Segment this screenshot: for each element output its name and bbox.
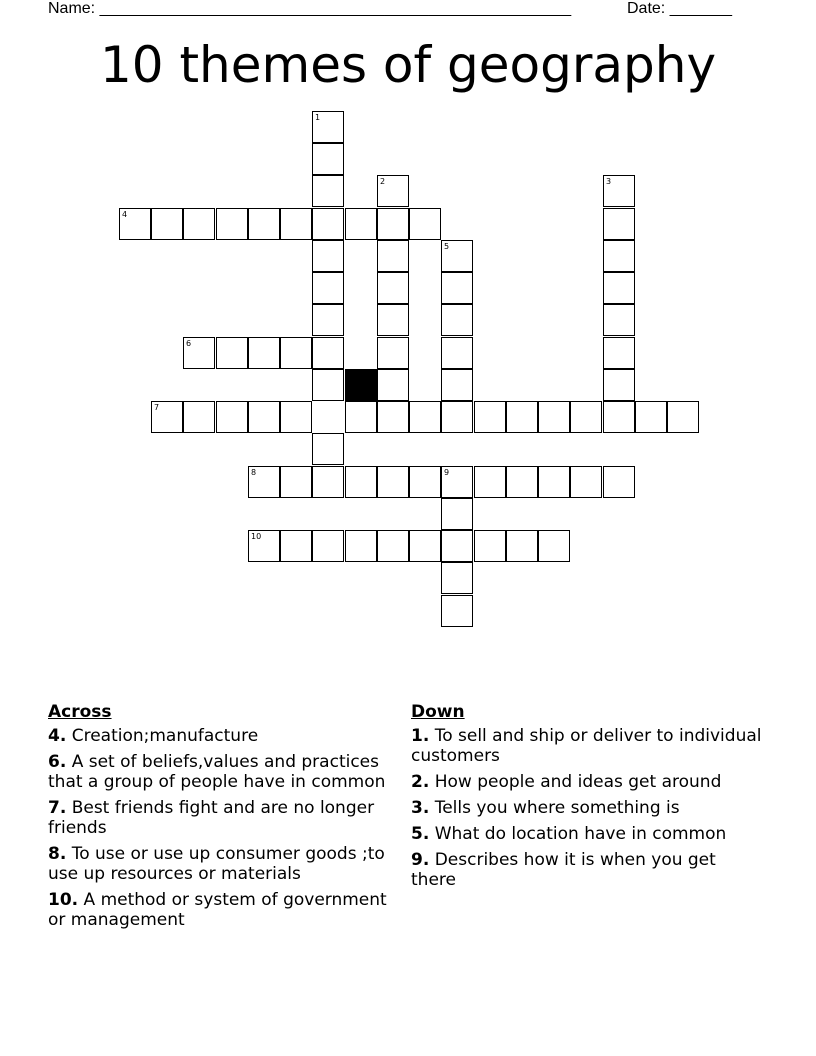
clue-text: How people and ideas get around [434,772,722,792]
crossword-cell[interactable] [409,466,441,498]
clue-number: 4. [48,726,67,746]
crossword-cell[interactable] [441,272,473,304]
clue-text: Describes how it is when you get there [411,850,716,890]
crossword-cell[interactable] [312,143,344,175]
clue-number-label: 5 [444,242,450,251]
crossword-cell[interactable] [409,530,441,562]
crossword-cell[interactable] [603,466,635,498]
crossword-cell[interactable] [280,401,312,433]
crossword-cell[interactable] [312,530,344,562]
clue-item [411,772,763,792]
clue-number-label: 1 [315,113,321,122]
clue-text: Creation;manufacture [71,726,259,746]
clue-text: A set of beliefs,values and practices that a group of people have in common [48,752,386,792]
crossword-cell[interactable] [119,208,151,240]
crossword-cell[interactable] [409,208,441,240]
crossword-cell[interactable] [280,337,312,369]
crossword-cell[interactable] [312,433,344,465]
clue-text: Best friends fight and are no longer friends [48,798,375,838]
clue-item [48,844,400,884]
crossword-cell[interactable] [312,208,344,240]
crossword-cell[interactable] [409,401,441,433]
crossword-cell[interactable] [377,466,409,498]
crossword-cell[interactable] [248,401,280,433]
crossword-cell[interactable] [377,240,409,272]
crossword-cell[interactable] [538,466,570,498]
clue-number: 10. [48,890,79,910]
crossword-cell[interactable] [603,304,635,336]
crossword-cell[interactable] [667,401,699,433]
crossword-cell[interactable] [377,208,409,240]
crossword-cell[interactable] [280,530,312,562]
clue-number: 2. [411,772,430,792]
clue-number-label: 9 [444,468,450,477]
crossword-cell[interactable] [312,240,344,272]
crossword-cell[interactable] [345,466,377,498]
crossword-cell[interactable] [603,369,635,401]
crossword-cell[interactable] [570,401,602,433]
across-heading: Across [48,702,112,722]
clue-number: 9. [411,850,430,870]
crossword-cell[interactable] [635,401,667,433]
crossword-cell[interactable] [474,530,506,562]
crossword-cell[interactable] [151,401,183,433]
crossword-cell[interactable] [441,369,473,401]
crossword-cell[interactable] [441,466,473,498]
crossword-cell[interactable] [216,208,248,240]
crossword-cell[interactable] [441,498,473,530]
date-field-label: Date: _______ [627,0,732,17]
clue-number-label: 4 [122,210,128,219]
clue-item [411,824,763,844]
clue-number: 7. [48,798,67,818]
crossword-cell[interactable] [312,369,344,401]
crossword-cell[interactable] [151,208,183,240]
crossword-cell[interactable] [377,304,409,336]
name-field-label: Name: _____________________________________________________ [48,0,572,17]
crossword-cell[interactable] [312,304,344,336]
crossword-cell[interactable] [280,208,312,240]
crossword-cell[interactable] [183,337,215,369]
clue-item [411,850,763,890]
crossword-cell[interactable] [248,466,280,498]
crossword-cell[interactable] [312,175,344,207]
clue-text: A method or system of government or management [48,890,387,930]
clue-item [48,798,400,838]
down-clues [411,702,763,896]
crossword-cell[interactable] [603,240,635,272]
crossword-cell[interactable] [216,401,248,433]
crossword-cell[interactable] [377,272,409,304]
crossword-cell[interactable] [248,337,280,369]
crossword-cell[interactable] [441,595,473,627]
clue-number-label: 6 [186,339,192,348]
crossword-cell[interactable] [603,175,635,207]
crossword-cell[interactable] [345,208,377,240]
clue-number-label: 8 [251,468,257,477]
crossword-cell[interactable] [312,337,344,369]
crossword-cell[interactable] [216,337,248,369]
crossword-cell[interactable] [506,530,538,562]
crossword-cell[interactable] [441,562,473,594]
crossword-cell[interactable] [183,208,215,240]
page-title: 10 themes of geography [99,36,717,94]
crossword-cell[interactable] [345,401,377,433]
clue-text: Tells you where something is [434,798,680,818]
across-clues [48,702,400,936]
crossword-cell[interactable] [441,240,473,272]
crossword-cell[interactable] [248,208,280,240]
crossword-cell[interactable] [441,304,473,336]
crossword-cell[interactable] [312,111,344,143]
crossword-cell[interactable] [248,530,280,562]
crossword-cell[interactable] [345,530,377,562]
crossword-cell[interactable] [377,369,409,401]
clue-item [48,726,400,746]
crossword-cell[interactable] [280,466,312,498]
clue-number: 8. [48,844,67,864]
crossword-black-cell [345,369,377,401]
down-heading: Down [411,702,465,722]
clue-number: 3. [411,798,430,818]
clue-item [48,890,400,930]
clue-number-label: 2 [380,177,386,186]
crossword-cell[interactable] [538,401,570,433]
crossword-cell[interactable] [377,401,409,433]
crossword-cell[interactable] [603,401,635,433]
crossword-cell[interactable] [183,401,215,433]
clue-item [411,798,763,818]
clue-text: What do location have in common [434,824,727,844]
crossword-cell[interactable] [570,466,602,498]
clue-number-label: 3 [606,177,612,186]
crossword-cell[interactable] [312,272,344,304]
crossword-cell[interactable] [441,401,473,433]
crossword-cell[interactable] [377,530,409,562]
crossword-cell[interactable] [441,530,473,562]
crossword-cell[interactable] [506,466,538,498]
clue-number-label: 10 [251,532,262,541]
clue-number: 6. [48,752,67,772]
crossword-cell[interactable] [603,208,635,240]
crossword-cell[interactable] [377,175,409,207]
crossword-cell[interactable] [603,272,635,304]
clue-text: To sell and ship or deliver to individual customers [411,726,762,766]
crossword-cell[interactable] [474,401,506,433]
clue-text: To use or use up consumer goods ;to use up resources or materials [48,844,385,884]
crossword-cell[interactable] [603,337,635,369]
crossword-cell[interactable] [538,530,570,562]
clue-number: 1. [411,726,430,746]
clue-number-label: 7 [154,403,160,412]
crossword-cell[interactable] [377,337,409,369]
clue-number: 5. [411,824,430,844]
clue-item [411,726,763,766]
crossword-cell[interactable] [474,466,506,498]
crossword-cell[interactable] [506,401,538,433]
crossword-cell[interactable] [441,337,473,369]
clue-item [48,752,400,792]
crossword-cell[interactable] [312,466,344,498]
